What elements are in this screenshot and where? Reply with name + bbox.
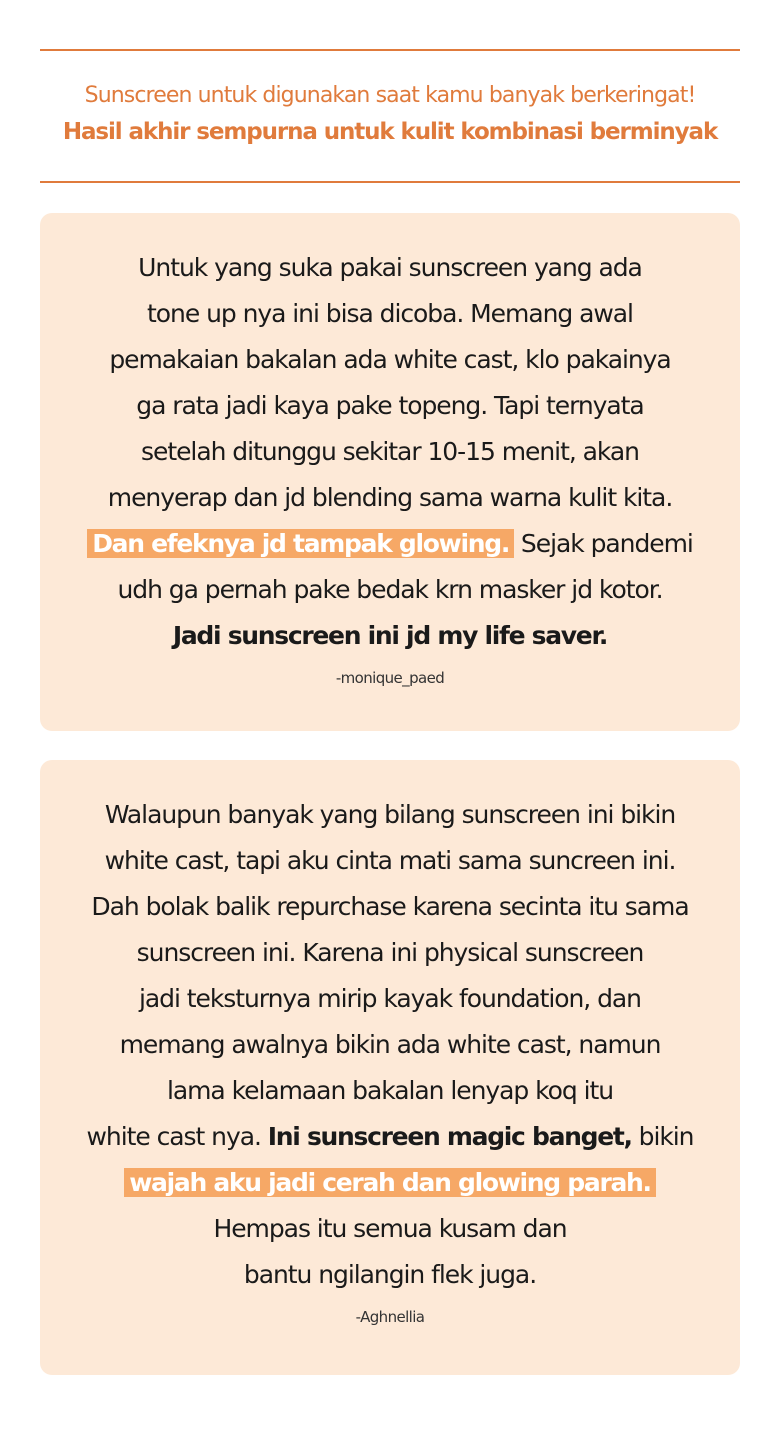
bold-phrase: Ini sunscreen magic banget, bbox=[267, 1122, 632, 1151]
review-text-2 bbox=[40, 760, 740, 1298]
review-line: memang awalnya bikin ada white cast, namun bbox=[119, 1030, 661, 1059]
review-author-2: -Aghnellia bbox=[355, 1308, 425, 1326]
review-line: tone up nya ini bisa dicoba. Memang awal bbox=[147, 299, 633, 328]
review-author-1: -monique_paed bbox=[335, 669, 445, 687]
review-text-fragment: bikin bbox=[631, 1122, 694, 1151]
review-line: ga rata jadi kaya pake topeng. Tapi ternyata bbox=[136, 391, 644, 420]
review-line: jadi teksturnya mirip kayak foundation, dan bbox=[139, 984, 641, 1013]
review-text-1 bbox=[40, 213, 740, 659]
review-line: menyerap dan jd blending sama warna kulit kita. bbox=[107, 483, 673, 512]
review-card-2 bbox=[40, 760, 740, 1375]
review-line: udh ga pernah pake bedak krn masker jd kotor. bbox=[117, 575, 663, 604]
review-line-highlighted bbox=[40, 1160, 740, 1206]
review-text-fragment: white cast nya. bbox=[86, 1122, 268, 1151]
review-bold-line: Jadi sunscreen ini jd my life saver. bbox=[172, 621, 608, 650]
review-line: sunscreen ini. Karena ini physical sunscreen bbox=[136, 938, 644, 967]
review-line: Untuk yang suka pakai sunscreen yang ada bbox=[138, 253, 642, 282]
header-subtitle: Sunscreen untuk digunakan saat kamu banyak berkeringat! bbox=[84, 83, 696, 108]
header bbox=[0, 78, 780, 150]
highlighted-phrase: Dan efeknya jd tampak glowing. bbox=[87, 529, 514, 558]
review-line: Hempas itu semua kusam dan bbox=[213, 1214, 567, 1243]
bottom-divider bbox=[40, 181, 740, 183]
review-text-fragment: Sejak pandemi bbox=[514, 529, 693, 558]
review-line-highlighted bbox=[40, 521, 740, 567]
top-divider bbox=[40, 49, 740, 51]
header-title: Hasil akhir sempurna untuk kulit kombinasi berminyak bbox=[62, 119, 718, 145]
highlighted-phrase: wajah aku jadi cerah dan glowing parah. bbox=[124, 1168, 656, 1197]
review-line: white cast, tapi aku cinta mati sama suncreen ini. bbox=[104, 846, 676, 875]
review-line-mixed bbox=[40, 1114, 740, 1160]
review-line: Walaupun banyak yang bilang sunscreen ini bikin bbox=[104, 800, 676, 829]
review-line: lama kelamaan bakalan lenyap koq itu bbox=[166, 1076, 614, 1105]
review-line: pemakaian bakalan ada white cast, klo pakainya bbox=[109, 345, 671, 374]
review-line: Dah bolak balik repurchase karena secinta itu sama bbox=[91, 892, 689, 921]
review-card-1 bbox=[40, 213, 740, 731]
review-line: setelah ditunggu sekitar 10-15 menit, akan bbox=[141, 437, 639, 466]
review-line: bantu ngilangin flek juga. bbox=[243, 1260, 537, 1289]
